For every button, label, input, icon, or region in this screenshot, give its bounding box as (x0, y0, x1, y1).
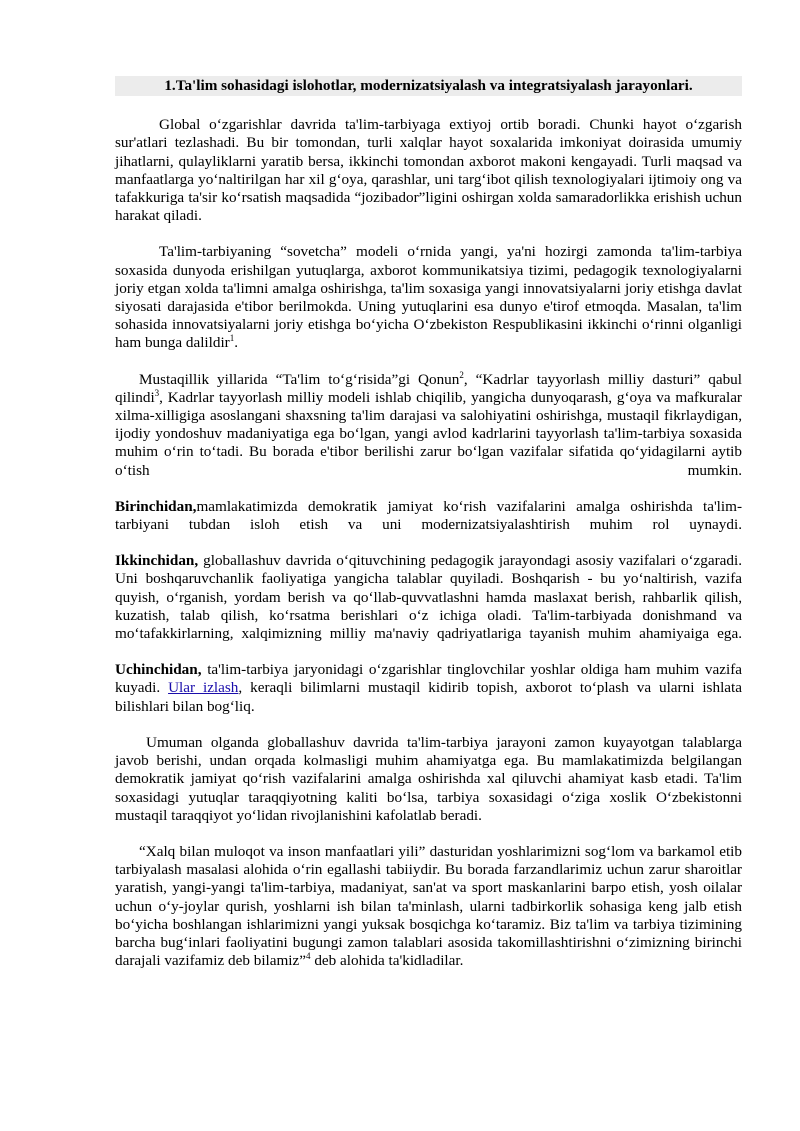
paragraph-text-c: , Kadrlar tayyorlash milliy modeli ishlab chiqilib, yangicha dunyoqarash, g‘oya va mafkuralar xilma-xilligiga asoslangani shaxsning ta'lim darajasi va salohiyatini oshirishga, mustaqil fikrlaydigan, ijodiy yondoshuv madaniyatiga ega bo‘lgan, yangi avlod kadrlarini tayyorlash ta'lim-tarbiya soxasida muhim o‘rin to‘tadi. Bu borada e'tibor berilishi zarur bo‘lgan vazifalar sifatida qo‘yidagilarni aytib o‘tish mumkin. (115, 388, 742, 479)
document-page (115, 76, 742, 988)
paragraph-text: Ta'lim-tarbiyaning “sovetcha” modeli o‘rnida yangi, ya'ni hozirgi zamonda ta'lim-tarbiya soxasida dunyoda erishilgan yutuqlarga, axborot kommunikatsiya tizimi, pedagogik texnologiyalarni joriy etgan xolda ta'limni amalga oshirishga, ta'lim soxasiga yangi innovatsiyalarni joriy etishga davlat siyosati darajasida e'tibor berilmokda. Uning yutuqlarini esa dunyo e'tirof etmoqda. Masalan, ta'lim sohasida innovatsiyalarni joriy etishga bo‘yicha O‘zbekiston Respublikasini ikkinchi o‘rinni olganligi ham bunga dalildir (115, 243, 742, 352)
paragraph-firstly (115, 498, 742, 534)
paragraph-soviet-model (115, 243, 742, 352)
paragraph-text: globallashuv davrida o‘qituvchining pedagogik jarayondagi asosiy vazifalari o‘zgaradi. Uni boshqaruvchanlik faoliyatiga yangicha talablar quyiladi. Boshqarish - bu yo‘naltirish, vazifa quyish, o‘rganish, yordam berish va qo‘llab-quvvatlashni hamda maslaxat berish, rahbarlik qilish, kuzatish, talab qilish, ko‘rsatma berishlari o‘z ichiga oladi. Ta'lim-tarbiyada donishmand va mo‘tafakkirlarning, xalqimizning milliy ma'naviy qadriyatlariga tayanish muhim ahamiyaiga ega. (115, 552, 742, 643)
paragraph-thirdly (115, 661, 742, 716)
lead-word-secondly: Ikkinchidan, (115, 552, 199, 570)
paragraph-text: “Xalq bilan muloqot va inson manfaatlari yili” dasturidan yoshlarimizni sog‘lom va barkamol etib tarbiyalash masalasi alohida o‘rin egallashi tabiiydir. Bu borada farzandlarimiz uchun zarur sharoitlar yaratish, yangi-yangi ta'lim-tarbiya, madaniyat, san'at va sport maskanlarini barpo etish, yosh oilalar uchun o‘y-joylar qurish, yoshlarni ish bilan ta'minlash, ularni tadbirkorlik sohasiga keng jalb etish bo‘yicha boshlangan ishlarimizni yangi yuksak bosqichga ko‘taramiz. Biz ta'lim va tarbiya tizimining barcha bug‘inlari faoliyatini bugungi zamon talablari asosida takomillashtirishni o‘zimizning birinchi darajali vazifamiz deb bilamiz” (115, 842, 742, 970)
paragraph-independence-years (115, 371, 742, 480)
paragraph-text-a: ta'lim-tarbiya jaryonidagi o‘zgarishlar tinglovchilar yoshlar oldiga ham muhim vazifa kuyadi. (115, 661, 742, 697)
paragraph-text-b: , keraqli bilimlarni mustaqil kidirib topish, axborot to‘plash va ularni ishlata bilishlari bilan bog‘liq. (115, 679, 742, 715)
section-heading: 1.Ta'lim sohasidagi islohotlar, modernizatsiyalash va integratsiyalash jarayonlari. (115, 76, 742, 96)
lead-word-firstly: Birinchidan, (115, 497, 197, 515)
paragraph-program-quote (115, 843, 742, 970)
paragraph-text-a: Mustaqillik yillarida “Ta'lim to‘g‘risida”gi Qonun (139, 370, 460, 388)
paragraph-in-general: Umuman olganda globallashuv davrida ta'lim-tarbiya jarayoni zamon kuyayotgan talablarga javob berishi, undan orqada kolmasligi muhim ahamiyatga ega. Bu mamlakatimizda belgilangan demokratik jamiyat qo‘rish vazifalarini amalga oshirishda xal qiluvchi ahamiyat kasb etadi. Ta'lim soxasidagi yutuqlar taraqqiyotning kaliti bo‘lsa, tarbiya soxasidagi o‘ziga xoslik O‘zbekistonni mustaqil taraqqiyot yo‘lidan rivojlanishini kafolatlab beradi. (115, 733, 742, 824)
paragraph-secondly (115, 552, 742, 643)
lead-word-thirdly: Uchinchidan, (115, 661, 202, 679)
paragraph-global-changes: Global o‘zgarishlar davrida ta'lim-tarbiyaga extiyoj ortib boradi. Chunki hayot o‘zgarish sur'atlari tezlashadi. Bu bir tomondan, turli xalqlar hayot soxalarida imkoniyat doirasida umumiy jihatlarni, qulayliklarni yaratib bersa, ikkinchi tomondan axborot makoni kengayadi. Turli maqsad va manfaatlarga yo‘naltirilgan har xil g‘oya, qarashlar, uni targ‘ibot qilish texnologiyalari ijtimoiy ong va tafakkuriga ta'sir ko‘rsatish maqsadida “jozibador”ligini oshirgan xolda samaradorlikka erishish uchun harakat qiladi. (115, 116, 742, 225)
footnote-ref-2[interactable]: 2 (459, 369, 464, 380)
footnote-ref-1[interactable]: 1 (229, 333, 235, 344)
ular-izlash-link[interactable]: Ular izlash (168, 679, 239, 697)
paragraph-end: . (234, 334, 239, 352)
paragraph-text-b: , “Kadrlar tayyorlash milliy dasturi” qabul qilindi (115, 370, 742, 406)
paragraph-text: mamlakatimizda demokratik jamiyat ko‘rish vazifalarini amalga oshirishda ta'lim-tarbiyani tubdan isloh etish va uni modernizatsiyalashtirish muhim rol uynaydi. (115, 497, 742, 534)
footnote-ref-3[interactable]: 3 (154, 387, 160, 398)
paragraph-end: deb alohida ta'kidladilar. (310, 952, 464, 970)
footnote-ref-4[interactable]: 4 (306, 951, 311, 962)
